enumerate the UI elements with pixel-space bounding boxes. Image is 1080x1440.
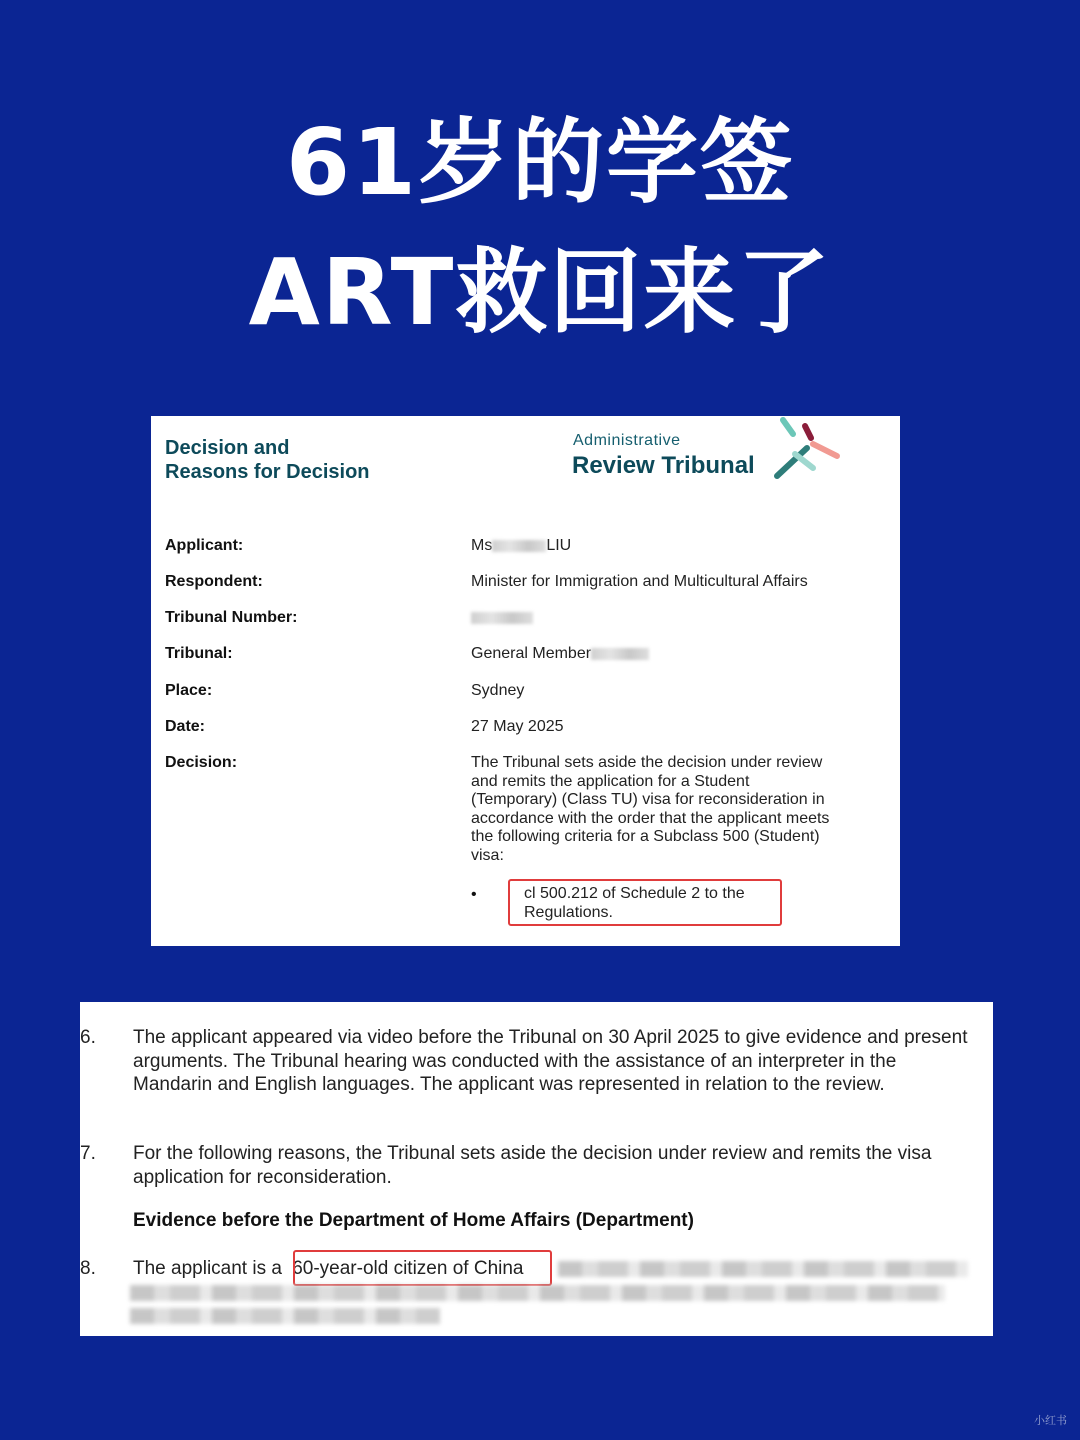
tribunal-label: Tribunal: [165,645,233,662]
tribunal-logo-text-small: Administrative [573,432,681,449]
date-label: Date: [165,718,206,735]
watermark: 小红书 [1034,1414,1067,1427]
respondent-label: Respondent: [165,573,263,590]
redacted-line [130,1285,945,1301]
paragraph-8-highlight-text: 60-year-old citizen of China [292,1258,524,1279]
paragraph-8-prefix: The applicant is a [133,1258,288,1279]
tribunal-number-label: Tribunal Number: [165,609,298,626]
headline-line-2: ART救回来了 [248,239,832,346]
place-label: Place: [165,682,213,699]
tribunal-number-value [471,609,533,628]
date-value: 27 May 2025 [471,718,564,735]
criteria-value: cl 500.212 of Schedule 2 to the Regulations. [524,885,745,921]
paragraph-7-number: 7. [80,1143,96,1164]
age-highlight-box [293,1250,552,1286]
applicant-surname: LIU [546,537,572,554]
redacted-line [130,1308,440,1324]
applicant-value [471,537,571,556]
decision-document-card [151,416,900,946]
headline-line-1: 61岁的学签 [285,109,795,216]
document-title [165,436,370,484]
paragraph-6-number: 6. [80,1027,96,1048]
paragraph-8-number: 8. [80,1258,96,1279]
redacted-line [558,1261,968,1277]
section-heading: Evidence before the Department of Home Affairs (Department) [133,1210,694,1231]
document-title-line-2: Reasons for Decision [165,461,370,483]
tribunal-logo-icon [773,416,845,482]
applicant-prefix: Ms [471,537,493,554]
tribunal-value [471,645,649,664]
applicant-label: Applicant: [165,537,244,554]
paragraph-7-text: For the following reasons, the Tribunal sets aside the decision under review and remits the visa application for reconsideration. [133,1143,932,1188]
reasons-document-card [80,1002,993,1336]
respondent-value: Minister for Immigration and Multicultural Affairs [471,573,808,590]
tribunal-logo-text: Review Tribunal [572,452,755,479]
decision-label: Decision: [165,754,238,771]
bullet-icon: • [471,886,477,903]
decision-value: The Tribunal sets aside the decision under review and remits the application for a Student (Temporary) (Class TU) visa for reconsideration in accordance with the order that the applicant meets the following criteria for a Subclass 500 (Student) visa: [471,754,830,864]
document-title-line-1: Decision and [165,437,290,459]
paragraph-6-text: The applicant appeared via video before the Tribunal on 30 April 2025 to give evidence and present arguments. The Tribunal hearing was conducted with the assistance of an interpreter in the Mandarin and English languages. The applicant was represented in relation to the review. [133,1027,968,1095]
tribunal-member-title: General Member [471,645,592,662]
redacted-number [471,612,533,624]
redacted-member-name [591,648,649,660]
place-value: Sydney [471,682,525,699]
redacted-name [492,540,546,552]
